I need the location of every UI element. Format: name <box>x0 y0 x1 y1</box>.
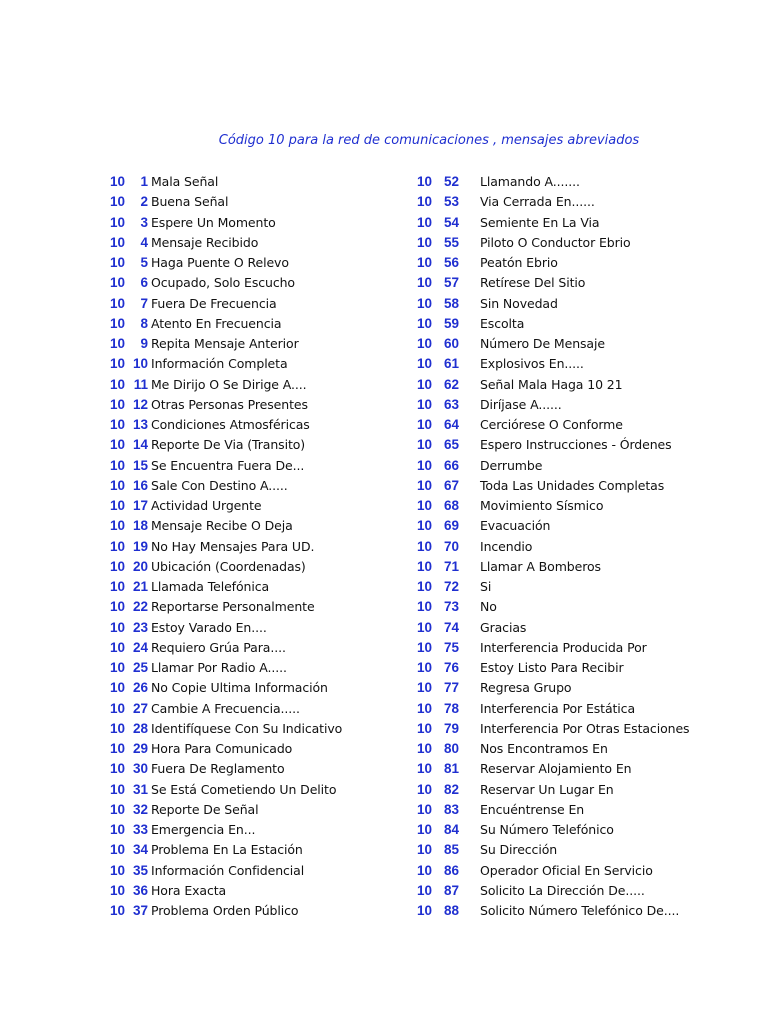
code-row <box>110 192 400 212</box>
code-number: 1 <box>140 174 148 189</box>
code-row <box>110 557 400 577</box>
code-row <box>110 456 400 476</box>
code-row <box>417 233 757 253</box>
code-meaning: Reporte De Señal <box>151 801 259 817</box>
code-meaning: Explosivos En..... <box>480 356 584 372</box>
code-number: 33 <box>132 822 148 837</box>
code-meaning: Encuéntrense En <box>480 801 585 817</box>
code-prefix: 10 <box>417 376 433 392</box>
code-number: 86 <box>443 862 459 878</box>
code-row <box>110 800 400 820</box>
code-row <box>110 516 400 536</box>
code-row <box>110 719 400 739</box>
code-number: 58 <box>443 295 459 311</box>
code-row <box>110 618 400 638</box>
code-number: 64 <box>443 417 459 432</box>
code-number: 19 <box>132 538 148 554</box>
code-row <box>417 658 757 678</box>
code-meaning: Reservar Alojamiento En <box>480 761 632 777</box>
code-prefix: 10 <box>417 295 433 311</box>
code-meaning: Identifíquese Con Su Indicativo <box>151 720 343 736</box>
code-meaning: Solicito La Dirección De..... <box>480 882 645 898</box>
code-row <box>417 557 757 577</box>
code-number: 22 <box>132 599 148 615</box>
code-row <box>110 820 400 840</box>
code-number: 31 <box>132 781 148 797</box>
code-meaning: Sin Novedad <box>480 295 558 311</box>
code-meaning: Buena Señal <box>151 194 229 210</box>
code-meaning: Requiero Grúa Para.... <box>151 639 286 655</box>
code-prefix: 10 <box>417 417 433 432</box>
code-number: 88 <box>443 903 459 918</box>
code-prefix: 10 <box>110 903 126 918</box>
code-number: 63 <box>443 396 459 412</box>
code-meaning: Interferencia Por Estática <box>480 700 636 716</box>
code-number: 54 <box>443 214 459 230</box>
code-number: 83 <box>443 801 459 817</box>
code-prefix: 10 <box>417 801 433 817</box>
code-number: 65 <box>443 437 459 453</box>
code-prefix: 10 <box>417 336 433 351</box>
code-prefix: 10 <box>417 234 433 250</box>
code-meaning: Mensaje Recibido <box>151 234 259 250</box>
code-prefix: 10 <box>417 457 433 473</box>
code-prefix: 10 <box>110 518 126 534</box>
code-number: 84 <box>443 822 459 837</box>
code-row <box>417 172 757 192</box>
code-meaning: Incendio <box>480 538 533 554</box>
code-prefix: 10 <box>110 761 126 777</box>
code-row <box>417 456 757 476</box>
code-row <box>417 415 757 435</box>
code-row <box>417 699 757 719</box>
code-row <box>110 273 400 293</box>
code-meaning: Gracias <box>480 619 527 635</box>
code-prefix: 10 <box>417 477 433 493</box>
code-number: 9 <box>140 336 148 351</box>
code-meaning: Estoy Listo Para Recibir <box>480 660 624 675</box>
code-meaning: Su Dirección <box>480 842 558 858</box>
code-prefix: 10 <box>110 234 126 250</box>
code-number: 66 <box>443 457 459 473</box>
code-row <box>110 172 400 192</box>
code-prefix: 10 <box>417 579 433 594</box>
code-number: 74 <box>443 619 459 635</box>
code-row <box>110 334 400 354</box>
code-number: 87 <box>443 882 459 898</box>
code-prefix: 10 <box>110 741 126 756</box>
code-meaning: Mala Señal <box>151 174 219 189</box>
code-prefix: 10 <box>110 255 126 270</box>
code-meaning: Reservar Un Lugar En <box>480 781 614 797</box>
code-meaning: Su Número Telefónico <box>480 822 614 837</box>
code-prefix: 10 <box>110 336 126 351</box>
code-number: 77 <box>443 680 459 696</box>
code-prefix: 10 <box>417 498 433 513</box>
code-prefix: 10 <box>417 700 433 716</box>
code-number: 68 <box>443 498 459 513</box>
code-row <box>417 638 757 658</box>
code-number: 2 <box>140 194 148 210</box>
code-meaning: Atento En Frecuencia <box>151 315 282 331</box>
code-prefix: 10 <box>110 619 126 635</box>
code-prefix: 10 <box>110 194 126 210</box>
code-number: 23 <box>132 619 148 635</box>
code-list-left <box>110 172 400 921</box>
code-prefix: 10 <box>417 882 433 898</box>
code-meaning: Llamar Por Radio A..... <box>151 660 287 675</box>
code-number: 81 <box>443 761 459 777</box>
code-prefix: 10 <box>110 680 126 696</box>
code-meaning: Problema Orden Público <box>151 903 299 918</box>
code-row <box>417 537 757 557</box>
code-row <box>110 314 400 334</box>
code-row <box>417 901 757 921</box>
code-row <box>417 597 757 617</box>
code-meaning: Movimiento Sísmico <box>480 498 604 513</box>
code-row <box>417 253 757 273</box>
code-row <box>110 415 400 435</box>
code-prefix: 10 <box>110 599 126 615</box>
code-prefix: 10 <box>110 882 126 898</box>
code-meaning: Estoy Varado En.... <box>151 619 267 635</box>
code-number: 5 <box>140 255 148 270</box>
code-row <box>417 780 757 800</box>
code-number: 11 <box>133 376 148 392</box>
code-number: 55 <box>443 234 459 250</box>
code-meaning: Retírese Del Sitio <box>480 275 586 291</box>
code-meaning: Información Confidencial <box>151 862 305 878</box>
code-prefix: 10 <box>110 639 126 655</box>
code-number: 70 <box>443 538 459 554</box>
code-meaning: Espero Instrucciones - Órdenes <box>480 437 672 453</box>
code-number: 4 <box>140 234 148 250</box>
code-prefix: 10 <box>110 295 126 311</box>
code-row <box>417 354 757 374</box>
code-prefix: 10 <box>110 700 126 716</box>
code-meaning: Piloto O Conductor Ebrio <box>480 234 631 250</box>
code-prefix: 10 <box>110 477 126 493</box>
code-row <box>110 577 400 597</box>
code-row <box>417 719 757 739</box>
code-row <box>110 233 400 253</box>
code-number: 13 <box>132 417 148 432</box>
code-meaning: Fuera De Reglamento <box>151 761 285 777</box>
code-meaning: Evacuación <box>480 518 551 534</box>
code-meaning: Llamada Telefónica <box>151 579 270 594</box>
code-row <box>110 638 400 658</box>
code-meaning: Haga Puente O Relevo <box>151 255 289 270</box>
code-row <box>110 435 400 455</box>
code-prefix: 10 <box>417 194 433 210</box>
code-prefix: 10 <box>417 275 433 291</box>
code-number: 79 <box>443 720 459 736</box>
code-number: 78 <box>443 700 459 716</box>
code-meaning: Repita Mensaje Anterior <box>151 336 299 351</box>
code-number: 7 <box>140 295 148 311</box>
code-number: 17 <box>132 498 148 513</box>
code-prefix: 10 <box>110 457 126 473</box>
code-prefix: 10 <box>417 842 433 858</box>
code-row <box>110 496 400 516</box>
code-number: 59 <box>443 315 459 331</box>
code-prefix: 10 <box>417 862 433 878</box>
code-number: 56 <box>443 255 459 270</box>
code-row <box>110 840 400 860</box>
code-row <box>417 273 757 293</box>
code-number: 85 <box>443 842 459 858</box>
code-number: 3 <box>140 214 148 230</box>
code-number: 35 <box>132 862 148 878</box>
code-row <box>110 253 400 273</box>
code-meaning: Ocupado, Solo Escucho <box>151 275 295 291</box>
code-prefix: 10 <box>110 822 126 837</box>
code-number: 29 <box>132 741 148 756</box>
code-number: 6 <box>140 275 148 291</box>
code-prefix: 10 <box>417 680 433 696</box>
code-prefix: 10 <box>110 376 126 392</box>
code-row <box>110 881 400 901</box>
code-prefix: 10 <box>110 781 126 797</box>
code-number: 8 <box>140 315 148 331</box>
code-number: 57 <box>443 275 459 291</box>
code-meaning: Condiciones Atmosféricas <box>151 417 310 432</box>
code-row <box>417 314 757 334</box>
code-prefix: 10 <box>417 538 433 554</box>
code-prefix: 10 <box>110 315 126 331</box>
code-prefix: 10 <box>110 660 126 675</box>
code-meaning: Reporte De Via (Transito) <box>151 437 306 453</box>
code-meaning: Actividad Urgente <box>151 498 262 513</box>
code-prefix: 10 <box>110 579 126 594</box>
code-list-right <box>417 172 757 921</box>
code-prefix: 10 <box>417 437 433 453</box>
code-number: 27 <box>132 700 148 716</box>
code-meaning: Ubicación (Coordenadas) <box>151 558 306 574</box>
code-row <box>417 800 757 820</box>
code-meaning: Nos Encontramos En <box>480 741 608 756</box>
code-prefix: 10 <box>110 275 126 291</box>
code-row <box>110 395 400 415</box>
code-row <box>110 658 400 678</box>
code-number: 53 <box>443 194 459 210</box>
code-prefix: 10 <box>417 720 433 736</box>
code-meaning: Semiente En La Via <box>480 214 600 230</box>
code-row <box>417 213 757 233</box>
code-row <box>417 395 757 415</box>
code-number: 52 <box>443 174 459 189</box>
code-meaning: Se Está Cometiendo Un Delito <box>151 781 337 797</box>
code-number: 69 <box>443 518 459 534</box>
code-number: 14 <box>132 437 148 453</box>
code-meaning: Derrumbe <box>480 457 543 473</box>
code-prefix: 10 <box>110 862 126 878</box>
code-prefix: 10 <box>417 356 433 372</box>
code-number: 67 <box>443 477 459 493</box>
code-row <box>110 901 400 921</box>
code-row <box>417 496 757 516</box>
code-meaning: Espere Un Momento <box>151 214 276 230</box>
code-meaning: Señal Mala Haga 10 21 <box>480 376 623 392</box>
code-prefix: 10 <box>110 842 126 858</box>
code-prefix: 10 <box>417 396 433 412</box>
code-meaning: Sale Con Destino A..... <box>151 477 288 493</box>
code-meaning: Reportarse Personalmente <box>151 599 315 615</box>
code-number: 37 <box>132 903 148 918</box>
code-meaning: Información Completa <box>151 356 288 372</box>
code-prefix: 10 <box>417 315 433 331</box>
code-meaning: Interferencia Por Otras Estaciones <box>480 720 690 736</box>
code-number: 26 <box>132 680 148 696</box>
code-prefix: 10 <box>417 761 433 777</box>
code-row <box>417 435 757 455</box>
code-prefix: 10 <box>417 781 433 797</box>
code-row <box>417 192 757 212</box>
code-number: 34 <box>132 842 148 858</box>
code-row <box>110 537 400 557</box>
code-number: 60 <box>443 336 459 351</box>
code-row <box>110 699 400 719</box>
code-prefix: 10 <box>110 356 126 372</box>
code-number: 16 <box>132 477 148 493</box>
code-number: 24 <box>132 639 148 655</box>
code-prefix: 10 <box>110 396 126 412</box>
code-meaning: Peatón Ebrio <box>480 255 558 270</box>
code-meaning: Diríjase A...... <box>480 396 562 412</box>
code-row <box>110 780 400 800</box>
code-row <box>110 476 400 496</box>
code-number: 72 <box>443 579 459 594</box>
code-number: 12 <box>132 396 148 412</box>
code-prefix: 10 <box>417 599 433 615</box>
code-prefix: 10 <box>110 417 126 432</box>
code-meaning: Cerciórese O Conforme <box>480 417 623 432</box>
code-meaning: Toda Las Unidades Completas <box>480 477 665 493</box>
code-meaning: Problema En La Estación <box>151 842 303 858</box>
code-row <box>417 618 757 638</box>
code-row <box>110 213 400 233</box>
code-row <box>417 820 757 840</box>
code-prefix: 10 <box>417 518 433 534</box>
code-meaning: Via Cerrada En...... <box>480 194 595 210</box>
code-prefix: 10 <box>417 639 433 655</box>
code-prefix: 10 <box>417 174 433 189</box>
code-row <box>417 516 757 536</box>
code-row <box>110 354 400 374</box>
code-prefix: 10 <box>417 558 433 574</box>
code-number: 32 <box>132 801 148 817</box>
code-number: 10 <box>132 356 148 372</box>
code-meaning: Hora Exacta <box>151 882 227 898</box>
code-row <box>110 861 400 881</box>
code-row <box>110 294 400 314</box>
code-number: 28 <box>132 720 148 736</box>
code-meaning: Si <box>480 579 492 594</box>
code-meaning: Cambie A Frecuencia..... <box>151 700 300 716</box>
code-meaning: Mensaje Recibe O Deja <box>151 518 293 534</box>
code-number: 20 <box>132 558 148 574</box>
code-meaning: Hora Para Comunicado <box>151 741 293 756</box>
code-prefix: 10 <box>110 498 126 513</box>
code-meaning: Me Dirijo O Se Dirige A.... <box>151 376 307 392</box>
code-prefix: 10 <box>110 558 126 574</box>
code-row <box>417 739 757 759</box>
code-number: 82 <box>443 781 459 797</box>
code-number: 25 <box>132 660 148 675</box>
code-prefix: 10 <box>417 660 433 675</box>
code-meaning: Interferencia Producida Por <box>480 639 647 655</box>
code-number: 21 <box>132 579 148 594</box>
code-meaning: Fuera De Frecuencia <box>151 295 277 311</box>
code-row <box>417 294 757 314</box>
code-number: 80 <box>443 741 459 756</box>
code-number: 36 <box>132 882 148 898</box>
page-title: Código 10 para la red de comunicaciones , mensajes abreviados <box>218 133 640 148</box>
code-meaning: Otras Personas Presentes <box>151 396 308 412</box>
code-row <box>110 375 400 395</box>
code-meaning: No Copie Ultima Información <box>151 680 328 696</box>
code-meaning: Solicito Número Telefónico De.... <box>480 903 680 918</box>
code-number: 30 <box>132 761 148 777</box>
code-prefix: 10 <box>417 822 433 837</box>
code-row <box>110 739 400 759</box>
code-meaning: Emergencia En... <box>151 822 256 837</box>
code-prefix: 10 <box>110 801 126 817</box>
code-meaning: Llamar A Bomberos <box>480 558 601 574</box>
code-row <box>110 597 400 617</box>
code-prefix: 10 <box>417 741 433 756</box>
code-meaning: Se Encuentra Fuera De... <box>151 457 305 473</box>
code-prefix: 10 <box>110 437 126 453</box>
code-prefix: 10 <box>417 903 433 918</box>
code-meaning: Número De Mensaje <box>480 336 605 351</box>
code-row <box>417 375 757 395</box>
code-meaning: Regresa Grupo <box>480 680 572 696</box>
code-row <box>417 476 757 496</box>
code-prefix: 10 <box>110 174 126 189</box>
code-number: 15 <box>132 457 148 473</box>
code-meaning: Operador Oficial En Servicio <box>480 862 653 878</box>
code-row <box>417 334 757 354</box>
code-prefix: 10 <box>417 255 433 270</box>
code-row <box>417 840 757 860</box>
code-row <box>417 881 757 901</box>
code-prefix: 10 <box>110 720 126 736</box>
code-row <box>110 678 400 698</box>
code-number: 71 <box>443 558 459 574</box>
code-prefix: 10 <box>417 619 433 635</box>
code-number: 76 <box>443 660 459 675</box>
code-meaning: No <box>480 599 497 615</box>
code-prefix: 10 <box>110 538 126 554</box>
code-number: 61 <box>443 356 459 372</box>
code-row <box>110 759 400 779</box>
code-prefix: 10 <box>417 214 433 230</box>
code-meaning: Escolta <box>480 315 525 331</box>
code-meaning: No Hay Mensajes Para UD. <box>151 538 315 554</box>
code-prefix: 10 <box>110 214 126 230</box>
code-row <box>417 759 757 779</box>
code-meaning: Llamando A....... <box>480 174 580 189</box>
code-number: 75 <box>443 639 459 655</box>
code-number: 18 <box>132 518 148 534</box>
code-row <box>417 577 757 597</box>
code-number: 73 <box>443 599 459 615</box>
code-row <box>417 861 757 881</box>
code-row <box>417 678 757 698</box>
code-number: 62 <box>443 376 459 392</box>
